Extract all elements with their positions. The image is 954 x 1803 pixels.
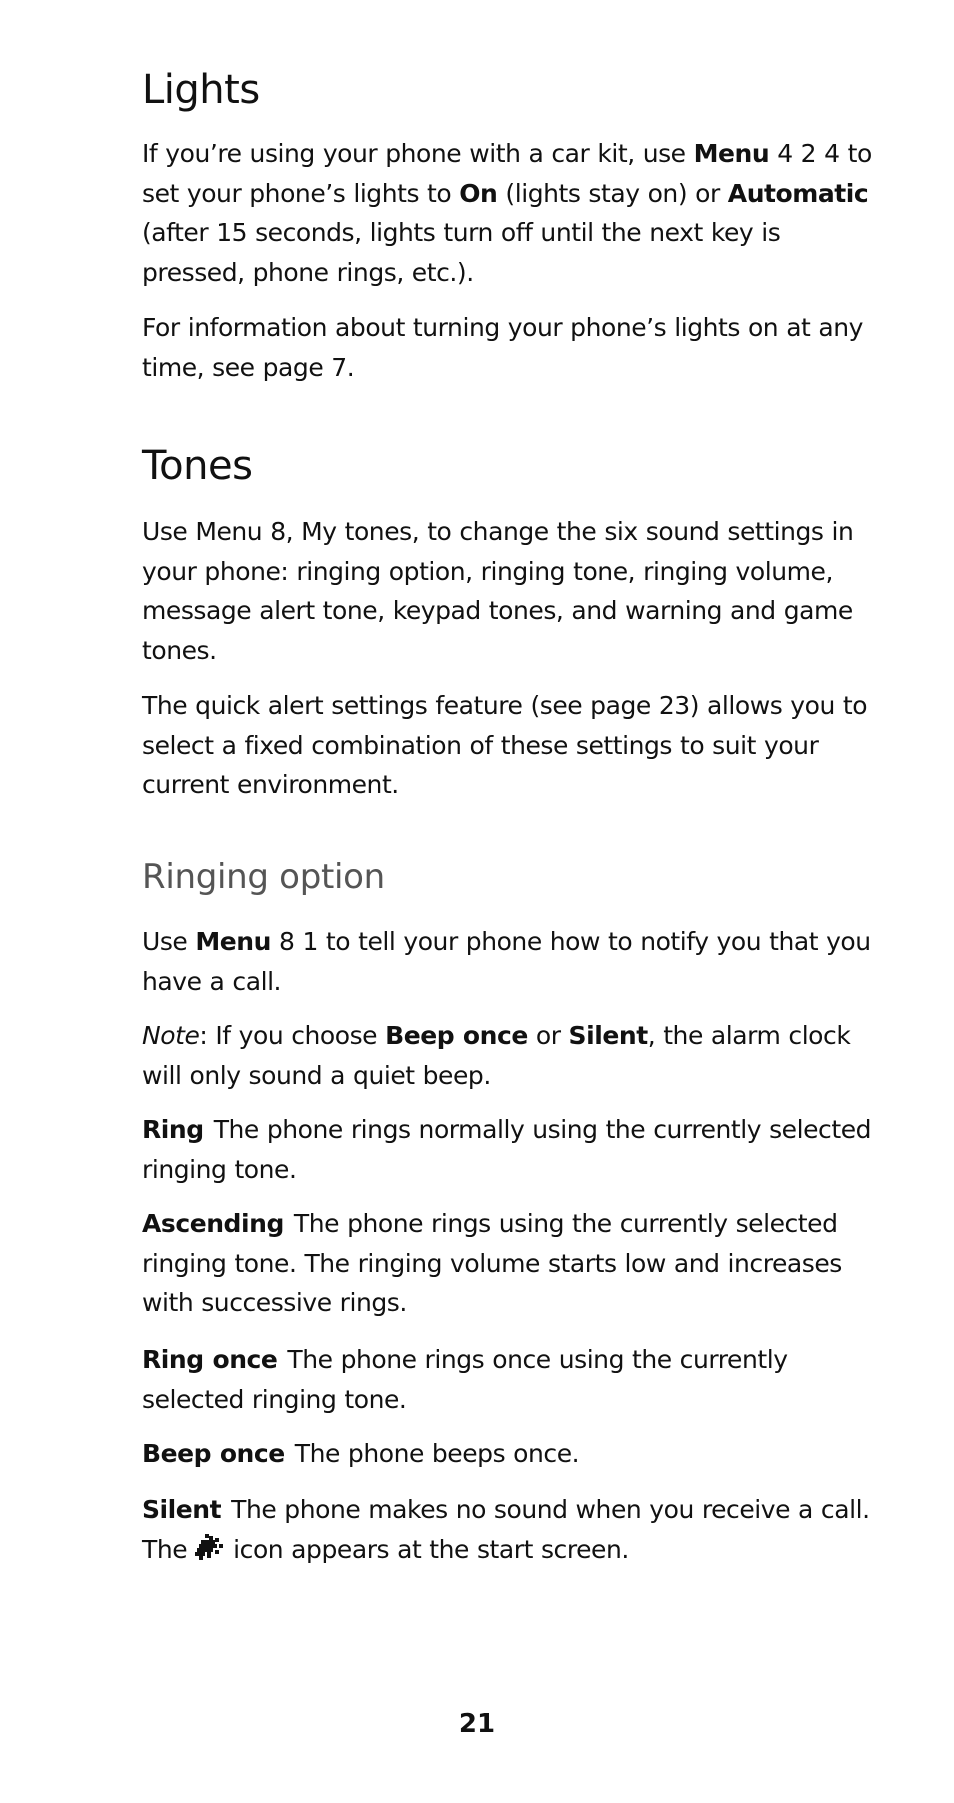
tones-paragraph-1: Use Menu 8, My tones, to change the six sound settings in your phone: ringing option, ringing tone, ringing volume, message alert tone, keypad tones, and warning and game tones. bbox=[142, 517, 854, 665]
page-number: 21 bbox=[458, 1709, 496, 1739]
option-ascending: Ascending The phone rings using the currently selected ringing tone. The ringing volume starts low and increases with successive rings. bbox=[142, 1209, 842, 1317]
alarm-note: Note: If you choose Beep once or Silent, the alarm clock will only sound a quiet beep. bbox=[142, 1021, 851, 1090]
lights-paragraph-1: If you’re using your phone with a car kit, use Menu 4 2 4 to set your phone’s lights to On (lights stay on) or Automatic (after 15 seconds, lights turn off until the next key is pressed, phone rings, etc.). bbox=[142, 139, 872, 287]
silent-mode-icon bbox=[195, 1532, 223, 1558]
tones-heading: Tones bbox=[142, 443, 253, 489]
option-beep-once: Beep once The phone beeps once. bbox=[142, 1439, 580, 1468]
option-ring-once: Ring once The phone rings once using the currently selected ringing tone. bbox=[142, 1345, 788, 1414]
lights-paragraph-2: For information about turning your phone’s lights on at any time, see page 7. bbox=[142, 313, 864, 382]
option-silent: Silent The phone makes no sound when you receive a call. The icon appears at the start screen. bbox=[142, 1495, 870, 1564]
ringing-option-paragraph: Use Menu 8 1 to tell your phone how to notify you that you have a call. bbox=[142, 927, 871, 996]
ringing-option-heading: Ringing option bbox=[142, 857, 385, 897]
lights-heading: Lights bbox=[142, 67, 260, 113]
option-ring: Ring The phone rings normally using the currently selected ringing tone. bbox=[142, 1115, 872, 1184]
tones-paragraph-2: The quick alert settings feature (see page 23) allows you to select a fixed combination of these settings to suit your current environment. bbox=[142, 691, 868, 799]
